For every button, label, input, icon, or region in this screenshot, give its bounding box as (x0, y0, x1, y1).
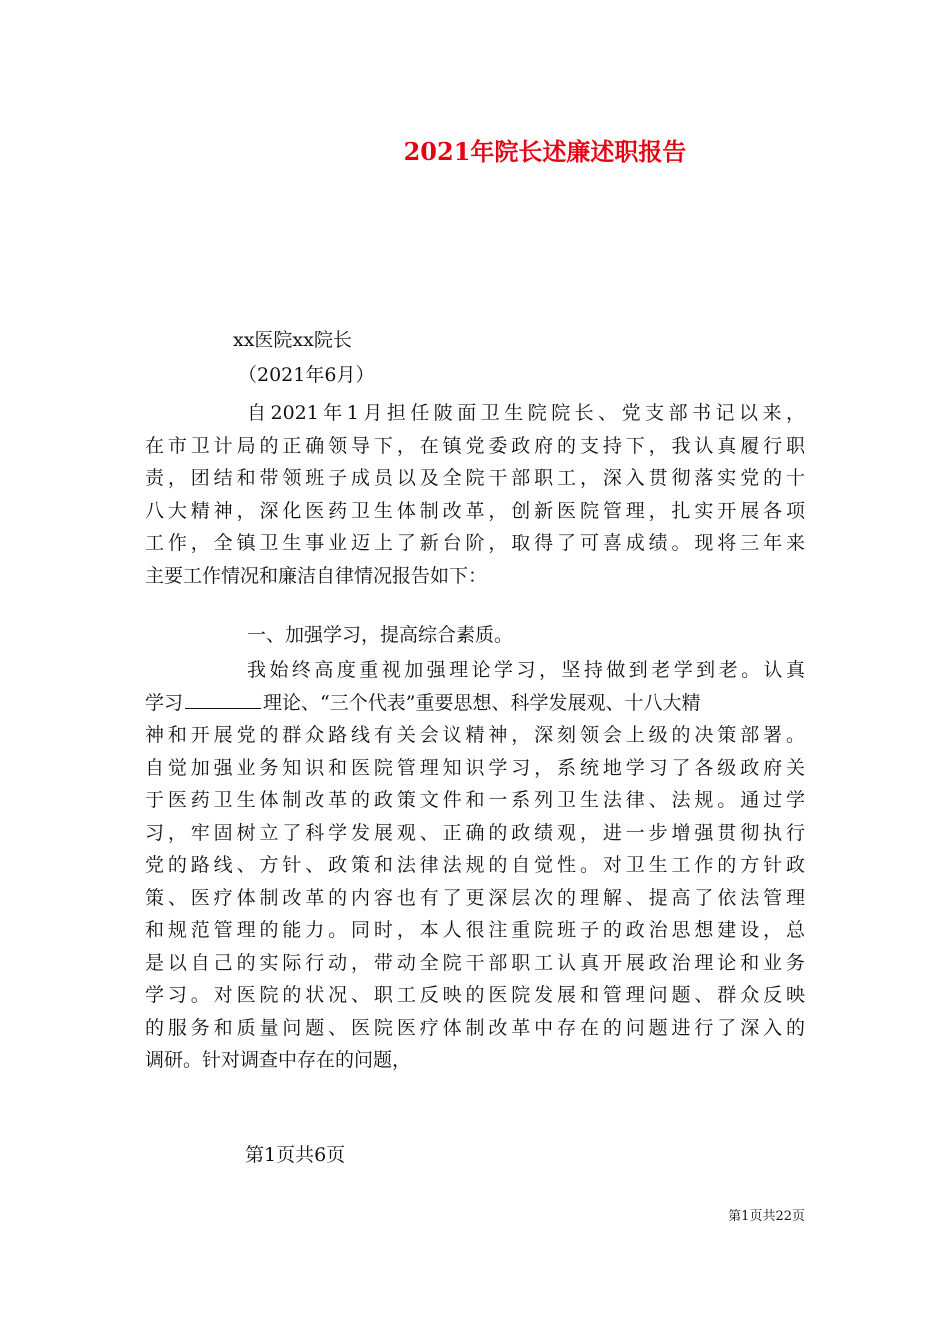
text-line: 工作，全镇卫生事业迈上了新台阶，取得了可喜成绩。现将三年来 (145, 532, 805, 554)
date-line: （2021年6月） (238, 364, 375, 386)
text-line: 自觉加强业务知识和医院管理知识学习，系统地学习了各级政府关 (145, 756, 805, 779)
text-fragment: 理论、“三个代表”重要思想、科学发展观、十八大精 (263, 691, 701, 714)
text-line: 的服务和质量问题、医院医疗体制改革中存在的问题进行了深入的 (145, 1016, 805, 1039)
paragraph-1 (145, 397, 805, 592)
text-line: 我始终高度重视加强理论学习，坚持做到老学到老。认真 (247, 659, 805, 681)
text-line: 和规范管理的能力。同时，本人很注重院班子的政治思想建设，总 (145, 919, 805, 941)
text-line: 主要工作情况和廉洁自律情况报告如下： (145, 564, 488, 587)
inner-page-number: 第1页共6页 (245, 1144, 346, 1166)
text-line: 党的路线、方针、政策和法律法规的自觉性。对卫生工作的方针政 (145, 854, 805, 876)
text-line: 责，团结和带领班子成员以及全院干部职工，深入贯彻落实党的十 (145, 467, 805, 489)
text-line: 在市卫计局的正确领导下，在镇党委政府的支持下，我认真履行职 (145, 434, 805, 457)
document-title: 2021年院长述廉述职报告 (403, 137, 687, 166)
author-line: xx医院xx院长 (233, 329, 352, 351)
text-fragment: 学习 (145, 691, 184, 714)
text-line: 调研。针对调查中存在的问题， (145, 1049, 412, 1071)
text-line: 习，牢固树立了科学发展观、正确的政绩观，进一步增强贯彻执行 (145, 821, 805, 844)
paragraph-2 (145, 654, 805, 1077)
text-line: 学习。对医院的状况、职工反映的医院发展和管理问题、群众反映 (145, 984, 805, 1006)
text-line: 八大精神，深化医药卫生体制改革，创新医院管理，扎实开展各项 (145, 499, 805, 522)
text-line: 神和开展党的群众路线有关会议精神，深刻领会上级的决策部署。 (145, 724, 805, 746)
text-line: 于医药卫生体制改革的政策文件和一系列卫生法律、法规。通过学 (145, 789, 805, 811)
page-footer: 第1页共22页 (728, 1209, 805, 1224)
text-line: 是以自己的实际行动，带动全院干部职工认真开展政治理论和业务 (145, 951, 805, 974)
section-heading-1: 一、加强学习，提高综合素质。 (247, 624, 514, 646)
text-line-with-blank (145, 687, 805, 720)
fill-in-blank (185, 692, 261, 709)
text-line: 自2021年1月担任陂面卫生院院长、党支部书记以来， (247, 402, 805, 424)
text-line: 策、医疗体制改革的内容也有了更深层次的理解、提高了依法管理 (145, 886, 805, 909)
